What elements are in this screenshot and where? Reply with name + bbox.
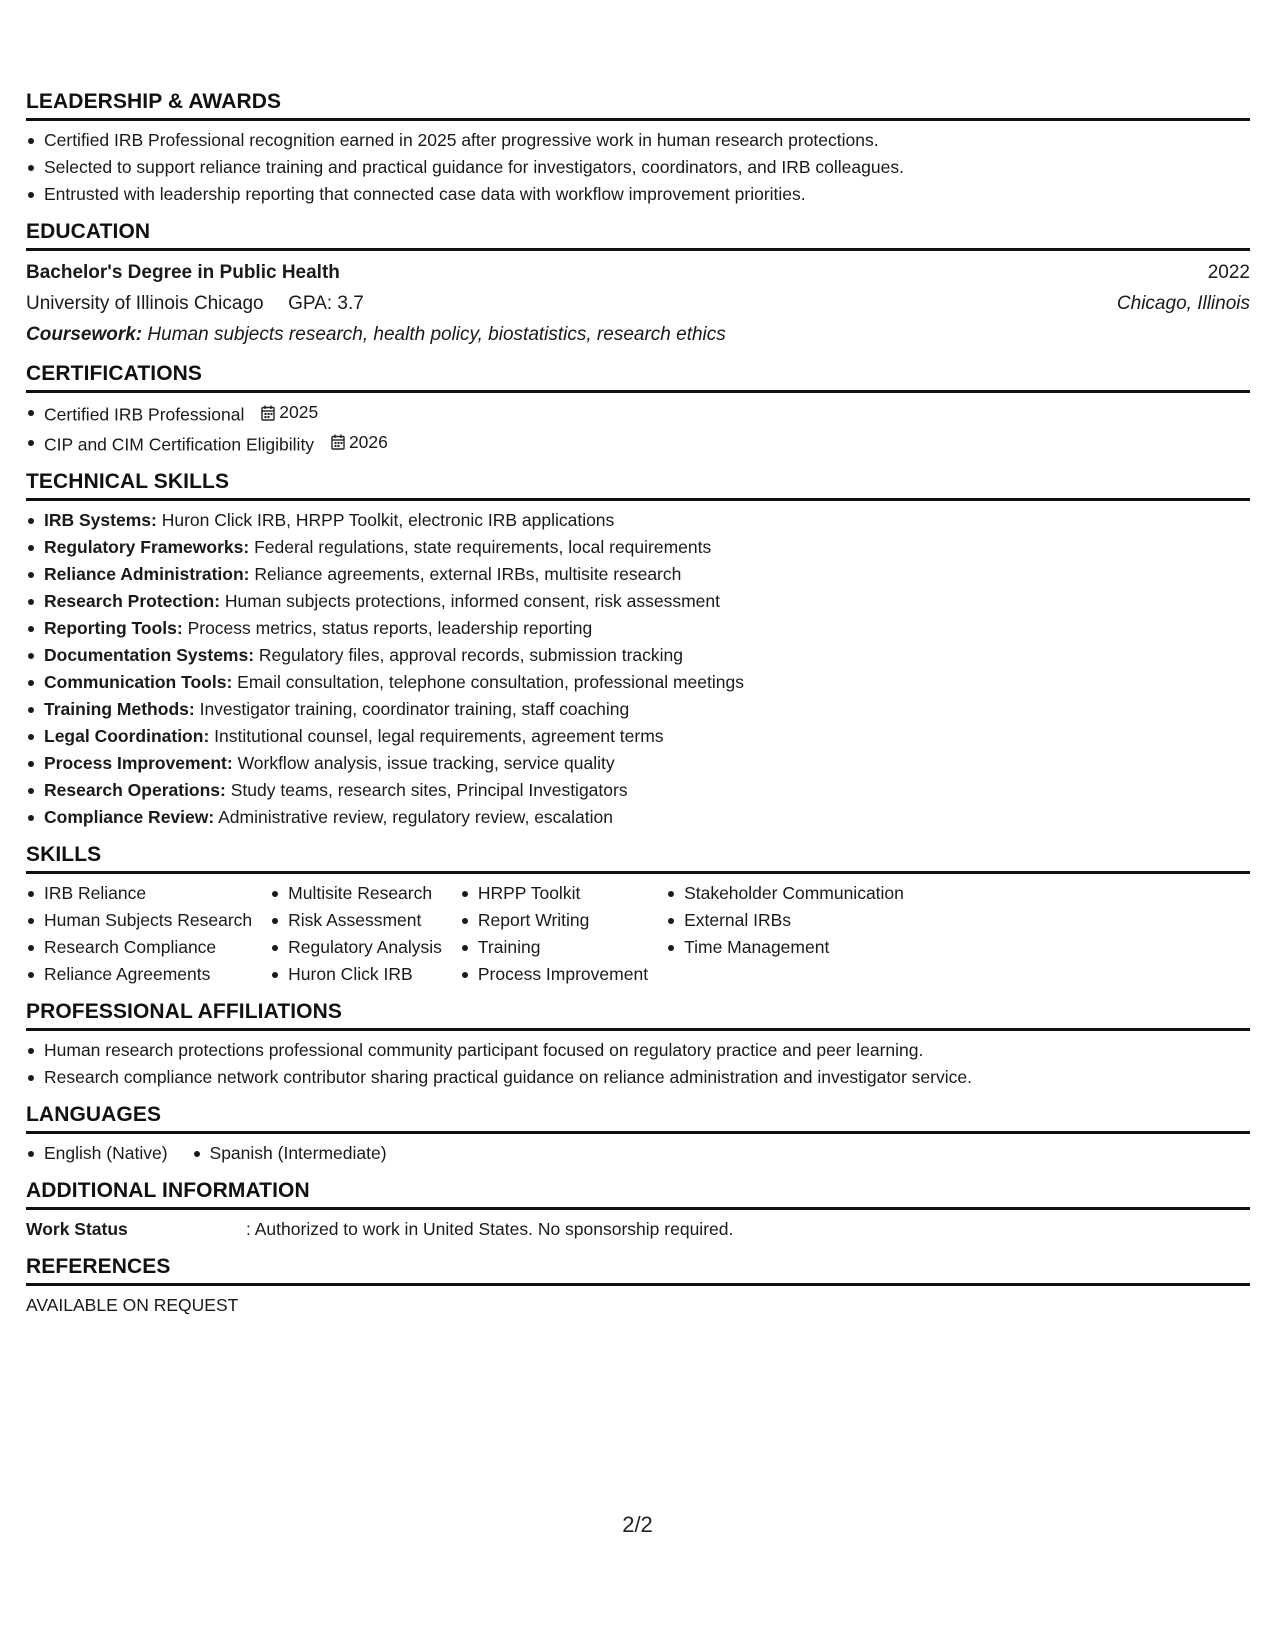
list-item: Entrusted with leadership reporting that connected case data with workflow improvement priorities. [26,181,1250,208]
coursework-text: Human subjects research, health policy, biostatistics, research ethics [147,324,726,345]
list-item: English (Native) [26,1140,168,1167]
coursework-label: Coursework: [26,324,143,345]
list-item [26,696,1250,723]
certifications-section [26,362,1250,458]
skill-label: Legal Coordination: [44,726,210,746]
skills-section [26,843,1250,988]
certification-date [261,399,318,426]
list-item: Research Compliance [26,934,252,961]
degree: Bachelor's Degree in Public Health [26,262,340,283]
certification-date [331,429,388,456]
skill-label: Reporting Tools: [44,618,183,638]
list-item: Research compliance network contributor sharing practical guidance on reliance administration and investigator service. [26,1064,1250,1091]
graduation-year: 2022 [1207,262,1250,283]
skill-value: Regulatory files, approval records, submission tracking [258,645,683,665]
list-item [26,750,1250,777]
skill-label: Compliance Review: [44,807,215,827]
skills-column [666,880,904,988]
skill-value: Workflow analysis, issue tracking, service quality [237,753,615,773]
list-item: HRPP Toolkit [460,880,648,907]
references-text: AVAILABLE ON REQUEST [26,1295,239,1315]
calendar-icon [331,434,345,450]
resume-page [26,90,1250,1331]
work-status-value: : Authorized to work in United States. No sponsorship required. [246,1219,734,1239]
section-title: TECHNICAL SKILLS [26,470,1250,501]
list-item: Regulatory Analysis [270,934,442,961]
coursework [26,319,1250,350]
list-item: Human research protections professional community participant focused on regulatory practice and peer learning. [26,1037,1250,1064]
skills-column [26,880,252,988]
education-section [26,220,1250,350]
list-item [26,642,1250,669]
list-item: Spanish (Intermediate) [192,1140,387,1167]
section-title: EDUCATION [26,220,1250,251]
list-item: IRB Reliance [26,880,252,907]
references-section [26,1255,1250,1319]
skill-value: Administrative review, regulatory review, escalation [218,807,614,827]
list-item: Reliance Agreements [26,961,252,988]
skill-value: Huron Click IRB, HRPP Toolkit, electronic IRB applications [161,510,615,530]
languages-section [26,1103,1250,1167]
section-title: LANGUAGES [26,1103,1250,1134]
certification-name: CIP and CIM Certification Eligibility [44,434,315,454]
section-title: PROFESSIONAL AFFILIATIONS [26,1000,1250,1031]
section-title: REFERENCES [26,1255,1250,1286]
skill-label: Communication Tools: [44,672,233,692]
skill-value: Institutional counsel, legal requirements, agreement terms [214,726,664,746]
leadership-list [26,127,1250,208]
certification-year: 2025 [279,402,319,422]
list-item: Multisite Research [270,880,442,907]
affiliations-section [26,1000,1250,1091]
list-item [26,429,1250,459]
education-school-row [26,288,1250,319]
work-status-label: Work Status [26,1219,128,1239]
list-item [26,777,1250,804]
skills-grid [26,880,1250,988]
list-item: Certified IRB Professional recognition earned in 2025 after progressive work in human research protections. [26,127,1250,154]
skills-column [460,880,648,988]
section-title: LEADERSHIP & AWARDS [26,90,1250,121]
list-item: Training [460,934,648,961]
list-item [26,399,1250,429]
list-item: External IRBs [666,907,904,934]
list-item: Time Management [666,934,904,961]
skill-value: Human subjects protections, informed consent, risk assessment [224,591,720,611]
gpa: GPA: 3.7 [288,293,364,314]
list-item: Process Improvement [460,961,648,988]
skill-label: IRB Systems: [44,510,157,530]
list-item: Stakeholder Communication [666,880,904,907]
affiliations-list [26,1037,1250,1091]
work-status-row [26,1216,1250,1243]
technical-skills-section [26,470,1250,831]
skill-label: Training Methods: [44,699,195,719]
skill-value: Investigator training, coordinator training, staff coaching [199,699,630,719]
technical-skills-list [26,507,1250,831]
list-item: Risk Assessment [270,907,442,934]
certification-year: 2026 [348,431,388,452]
list-item [26,804,1250,831]
section-title: ADDITIONAL INFORMATION [26,1179,1250,1210]
list-item: Report Writing [460,907,648,934]
skill-value: Study teams, research sites, Principal Investigators [230,780,628,800]
certifications-list [26,399,1250,458]
school-location: Chicago, Illinois [1116,293,1250,314]
certification-name: Certified IRB Professional [44,404,245,425]
section-title: CERTIFICATIONS [26,362,1250,393]
skill-label: Regulatory Frameworks: [44,537,250,557]
school-name: University of Illinois Chicago [26,293,264,314]
skill-value: Email consultation, telephone consultation, professional meetings [237,672,744,692]
skill-value: Process metrics, status reports, leadership reporting [187,618,593,638]
skill-label: Research Operations: [44,780,226,800]
skills-column [270,880,442,988]
section-title: SKILLS [26,843,1250,874]
skill-value: Reliance agreements, external IRBs, multisite research [254,564,682,584]
list-item [26,534,1250,561]
list-item [26,588,1250,615]
list-item [26,723,1250,750]
languages-row [26,1140,1250,1167]
skill-value: Federal regulations, state requirements, local requirements [254,537,712,557]
list-item: Selected to support reliance training and practical guidance for investigators, coordinators, and IRB colleagues. [26,154,1250,181]
additional-info-section [26,1179,1250,1243]
list-item: Human Subjects Research [26,907,252,934]
list-item [26,561,1250,588]
skill-label: Process Improvement: [44,753,233,773]
leadership-section [26,90,1250,208]
education-header-row [26,257,1250,288]
page-number: 2/2 [622,1512,653,1537]
skill-label: Reliance Administration: [44,564,250,584]
list-item: Huron Click IRB [270,961,442,988]
skill-label: Documentation Systems: [44,645,255,665]
list-item [26,615,1250,642]
calendar-icon [261,405,275,421]
list-item [26,669,1250,696]
skill-label: Research Protection: [44,591,221,611]
list-item [26,507,1250,534]
